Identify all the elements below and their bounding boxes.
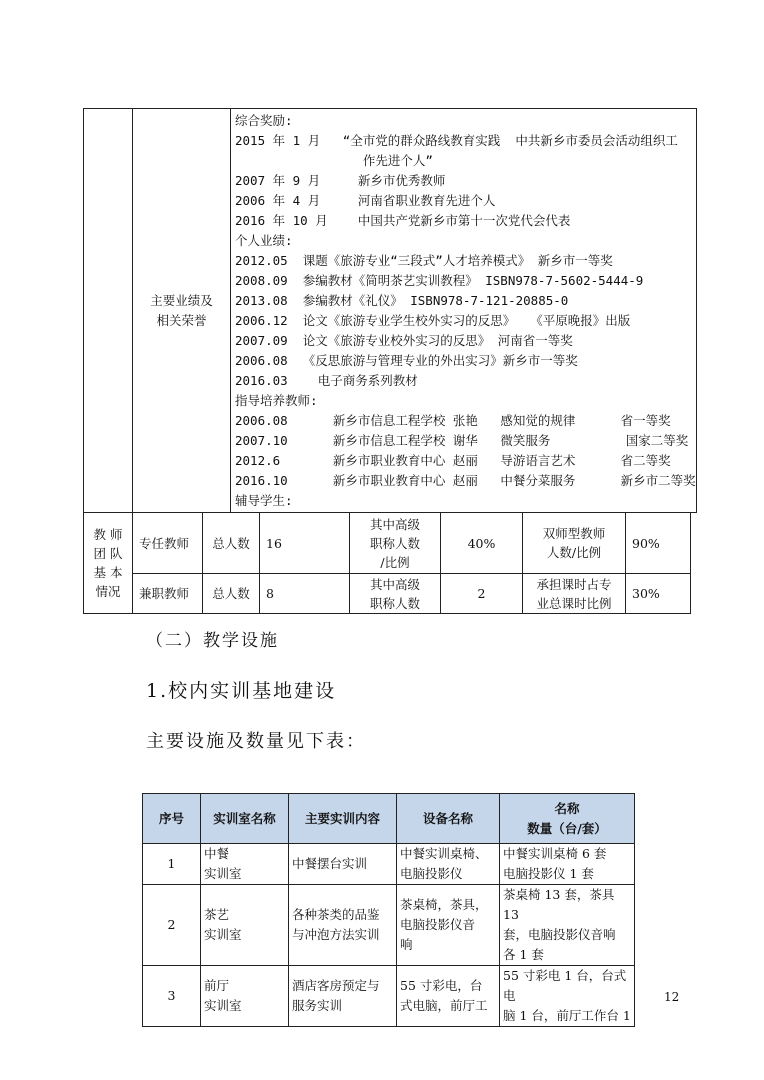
header-content: 主要实训内容	[289, 794, 397, 844]
honors-line: 作先进个人”	[235, 153, 433, 168]
cell-line: 中餐	[204, 846, 230, 861]
honors-line: 个人业绩:	[235, 233, 293, 248]
table-row	[143, 966, 635, 1027]
dual-value: 90%	[626, 513, 691, 574]
row-equipment	[397, 966, 500, 1027]
honors-line: 2016 年 10 月 中国共产党新乡市第十一次党代会代表	[235, 213, 571, 228]
row-room	[201, 966, 289, 1027]
dual-label-line: 人数/比例	[546, 545, 602, 560]
ratio-label	[523, 574, 626, 614]
cell-line: 55 寸彩电，台	[400, 978, 483, 993]
honors-line: 2007.10 新乡市信息工程学校 谢华 微笑服务 国家二等奖	[235, 433, 689, 448]
honors-line: 2006 年 4 月 河南省职业教育先进个人	[235, 193, 496, 208]
row-quantity	[500, 844, 635, 885]
cell-line: 式电脑，前厅工	[400, 998, 488, 1013]
row-room	[201, 844, 289, 885]
fulltime-total-value: 16	[260, 513, 350, 574]
ratio-label-line: 业总课时比例	[536, 595, 612, 611]
cell-line: 实训室	[204, 927, 242, 942]
honors-line: 2006.08 新乡市信息工程学校 张艳 感知觉的规律 省一等奖	[235, 413, 671, 428]
honors-line: 综合奖励:	[235, 113, 293, 128]
cell-line: 套，电脑投影仪音响	[503, 927, 616, 942]
row-quantity	[500, 885, 635, 966]
honors-line: 2007.09 论文《旅游专业校外实习的反思》 河南省一等奖	[235, 333, 573, 348]
fulltime-senior-label	[350, 513, 441, 574]
cell-line: 前厅	[204, 978, 230, 993]
honors-line: 2015 年 1 月 “全市党的群众路线教育实践 中共新乡市委员会活动组织工	[235, 133, 678, 148]
honors-empty-cell	[84, 109, 133, 513]
honors-line: 2016.03 电子商务系列教材	[235, 373, 418, 388]
header-quantity-line: 数量（台/套）	[527, 820, 607, 836]
subsection-heading: 1.校内实训基地建设	[146, 680, 337, 702]
section-heading: （二）教学设施	[146, 631, 279, 651]
honors-line: 2006.12 论文《旅游专业学生校外实习的反思》 《平原晚报》出版	[235, 313, 631, 328]
honors-label-line: 主要业绩及	[150, 292, 213, 308]
honors-content	[231, 109, 697, 513]
staff-group-label	[84, 513, 133, 614]
honors-table	[83, 108, 697, 513]
honors-line: 2016.10 新乡市职业教育中心 赵丽 中餐分菜服务 新乡市二等奖	[235, 473, 696, 488]
parttime-senior-label	[350, 574, 441, 614]
table-row	[143, 844, 635, 885]
fulltime-type: 专任教师	[133, 513, 203, 574]
fulltime-senior-value: 40%	[441, 513, 523, 574]
cell-line: 酒店客房预定与	[292, 978, 380, 993]
honors-label-line: 相关荣誉	[156, 312, 207, 328]
staff-group-label-line: 情况	[95, 584, 121, 599]
cell-line: 与冲泡方法实训	[292, 927, 380, 942]
row-no: 1	[143, 844, 201, 885]
senior-label-line: 其中高级	[369, 576, 420, 592]
row-quantity	[500, 966, 635, 1027]
parttime-type: 兼职教师	[133, 574, 203, 614]
dual-label	[523, 513, 626, 574]
honors-line: 2008.09 参编教材《简明茶艺实训教程》 ISBN978-7-5602-5444-9	[235, 273, 644, 288]
senior-label-line: 职称人数	[369, 535, 420, 551]
table-row	[143, 885, 635, 966]
honors-line: 2013.08 参编教材《礼仪》 ISBN978-7-121-20885-0	[235, 293, 569, 308]
row-content	[289, 885, 397, 966]
honors-label	[133, 109, 231, 513]
cell-line: 电脑投影仪 1 套	[503, 866, 594, 881]
cell-line: 55 寸彩电 1 台，台式电	[503, 968, 627, 1003]
cell-line: 实训室	[204, 866, 242, 881]
cell-line: 中餐实训桌椅 6 套	[503, 846, 607, 861]
parttime-total-label: 总人数	[203, 574, 260, 614]
cell-line: 脑 1 台，前厅工作台 1	[503, 1008, 631, 1023]
dual-label-line: 双师型教师	[542, 526, 606, 541]
header-equipment: 设备名称	[397, 794, 500, 844]
staff-group-label-line: 团 队	[93, 546, 123, 561]
row-content	[289, 844, 397, 885]
cell-line: 各 1 套	[503, 947, 544, 962]
cell-line: 实训室	[204, 998, 242, 1013]
cell-line: 服务实训	[292, 998, 343, 1013]
parttime-senior-value: 2	[441, 574, 523, 614]
page-number: 12	[664, 990, 680, 1004]
honors-line: 2006.08 《反思旅游与管理专业的外出实习》新乡市一等奖	[235, 353, 578, 368]
ratio-value: 30%	[626, 574, 691, 614]
ratio-label-line: 承担课时占专	[536, 576, 612, 592]
cell-line: 电脑投影仪音	[400, 917, 476, 932]
senior-label-line: 职称人数	[369, 595, 420, 611]
header-quantity-line: 名称	[554, 800, 580, 816]
row-content	[289, 966, 397, 1027]
cell-line: 茶桌椅，茶具，	[400, 897, 488, 912]
fulltime-total-label: 总人数	[203, 513, 260, 574]
row-no: 3	[143, 966, 201, 1027]
cell-line: 茶桌椅 13 套，茶具 13	[503, 887, 615, 922]
staff-table	[83, 512, 691, 614]
row-room	[201, 885, 289, 966]
facilities-table	[142, 793, 635, 1027]
cell-line: 各种茶类的品鉴	[292, 907, 380, 922]
honors-line: 2012.6 新乡市职业教育中心 赵丽 导游语言艺术 省二等奖	[235, 453, 671, 468]
cell-line: 中餐实训桌椅、	[400, 846, 488, 861]
parttime-total-value: 8	[260, 574, 350, 614]
senior-label-line: /比例	[380, 554, 410, 570]
intro-text: 主要设施及数量见下表：	[146, 731, 366, 752]
honors-line: 辅导学生:	[235, 493, 293, 508]
cell-line: 中餐摆台实训	[292, 856, 368, 871]
header-room: 实训室名称	[201, 794, 289, 844]
row-equipment	[397, 885, 500, 966]
header-quantity	[500, 794, 635, 844]
staff-group-label-line: 基 本	[93, 565, 123, 580]
senior-label-line: 其中高级	[369, 516, 420, 532]
row-equipment	[397, 844, 500, 885]
honors-line: 指导培养教师:	[235, 393, 318, 408]
honors-line: 2007 年 9 月 新乡市优秀教师	[235, 173, 446, 188]
row-no: 2	[143, 885, 201, 966]
cell-line: 响	[400, 937, 413, 952]
honors-line: 2012.05 课题《旅游专业“三段式”人才培养模式》 新乡市一等奖	[235, 253, 613, 268]
cell-line: 电脑投影仪	[400, 866, 463, 881]
cell-line: 茶艺	[204, 907, 230, 922]
header-no: 序号	[143, 794, 201, 844]
staff-group-label-line: 教 师	[93, 527, 123, 542]
